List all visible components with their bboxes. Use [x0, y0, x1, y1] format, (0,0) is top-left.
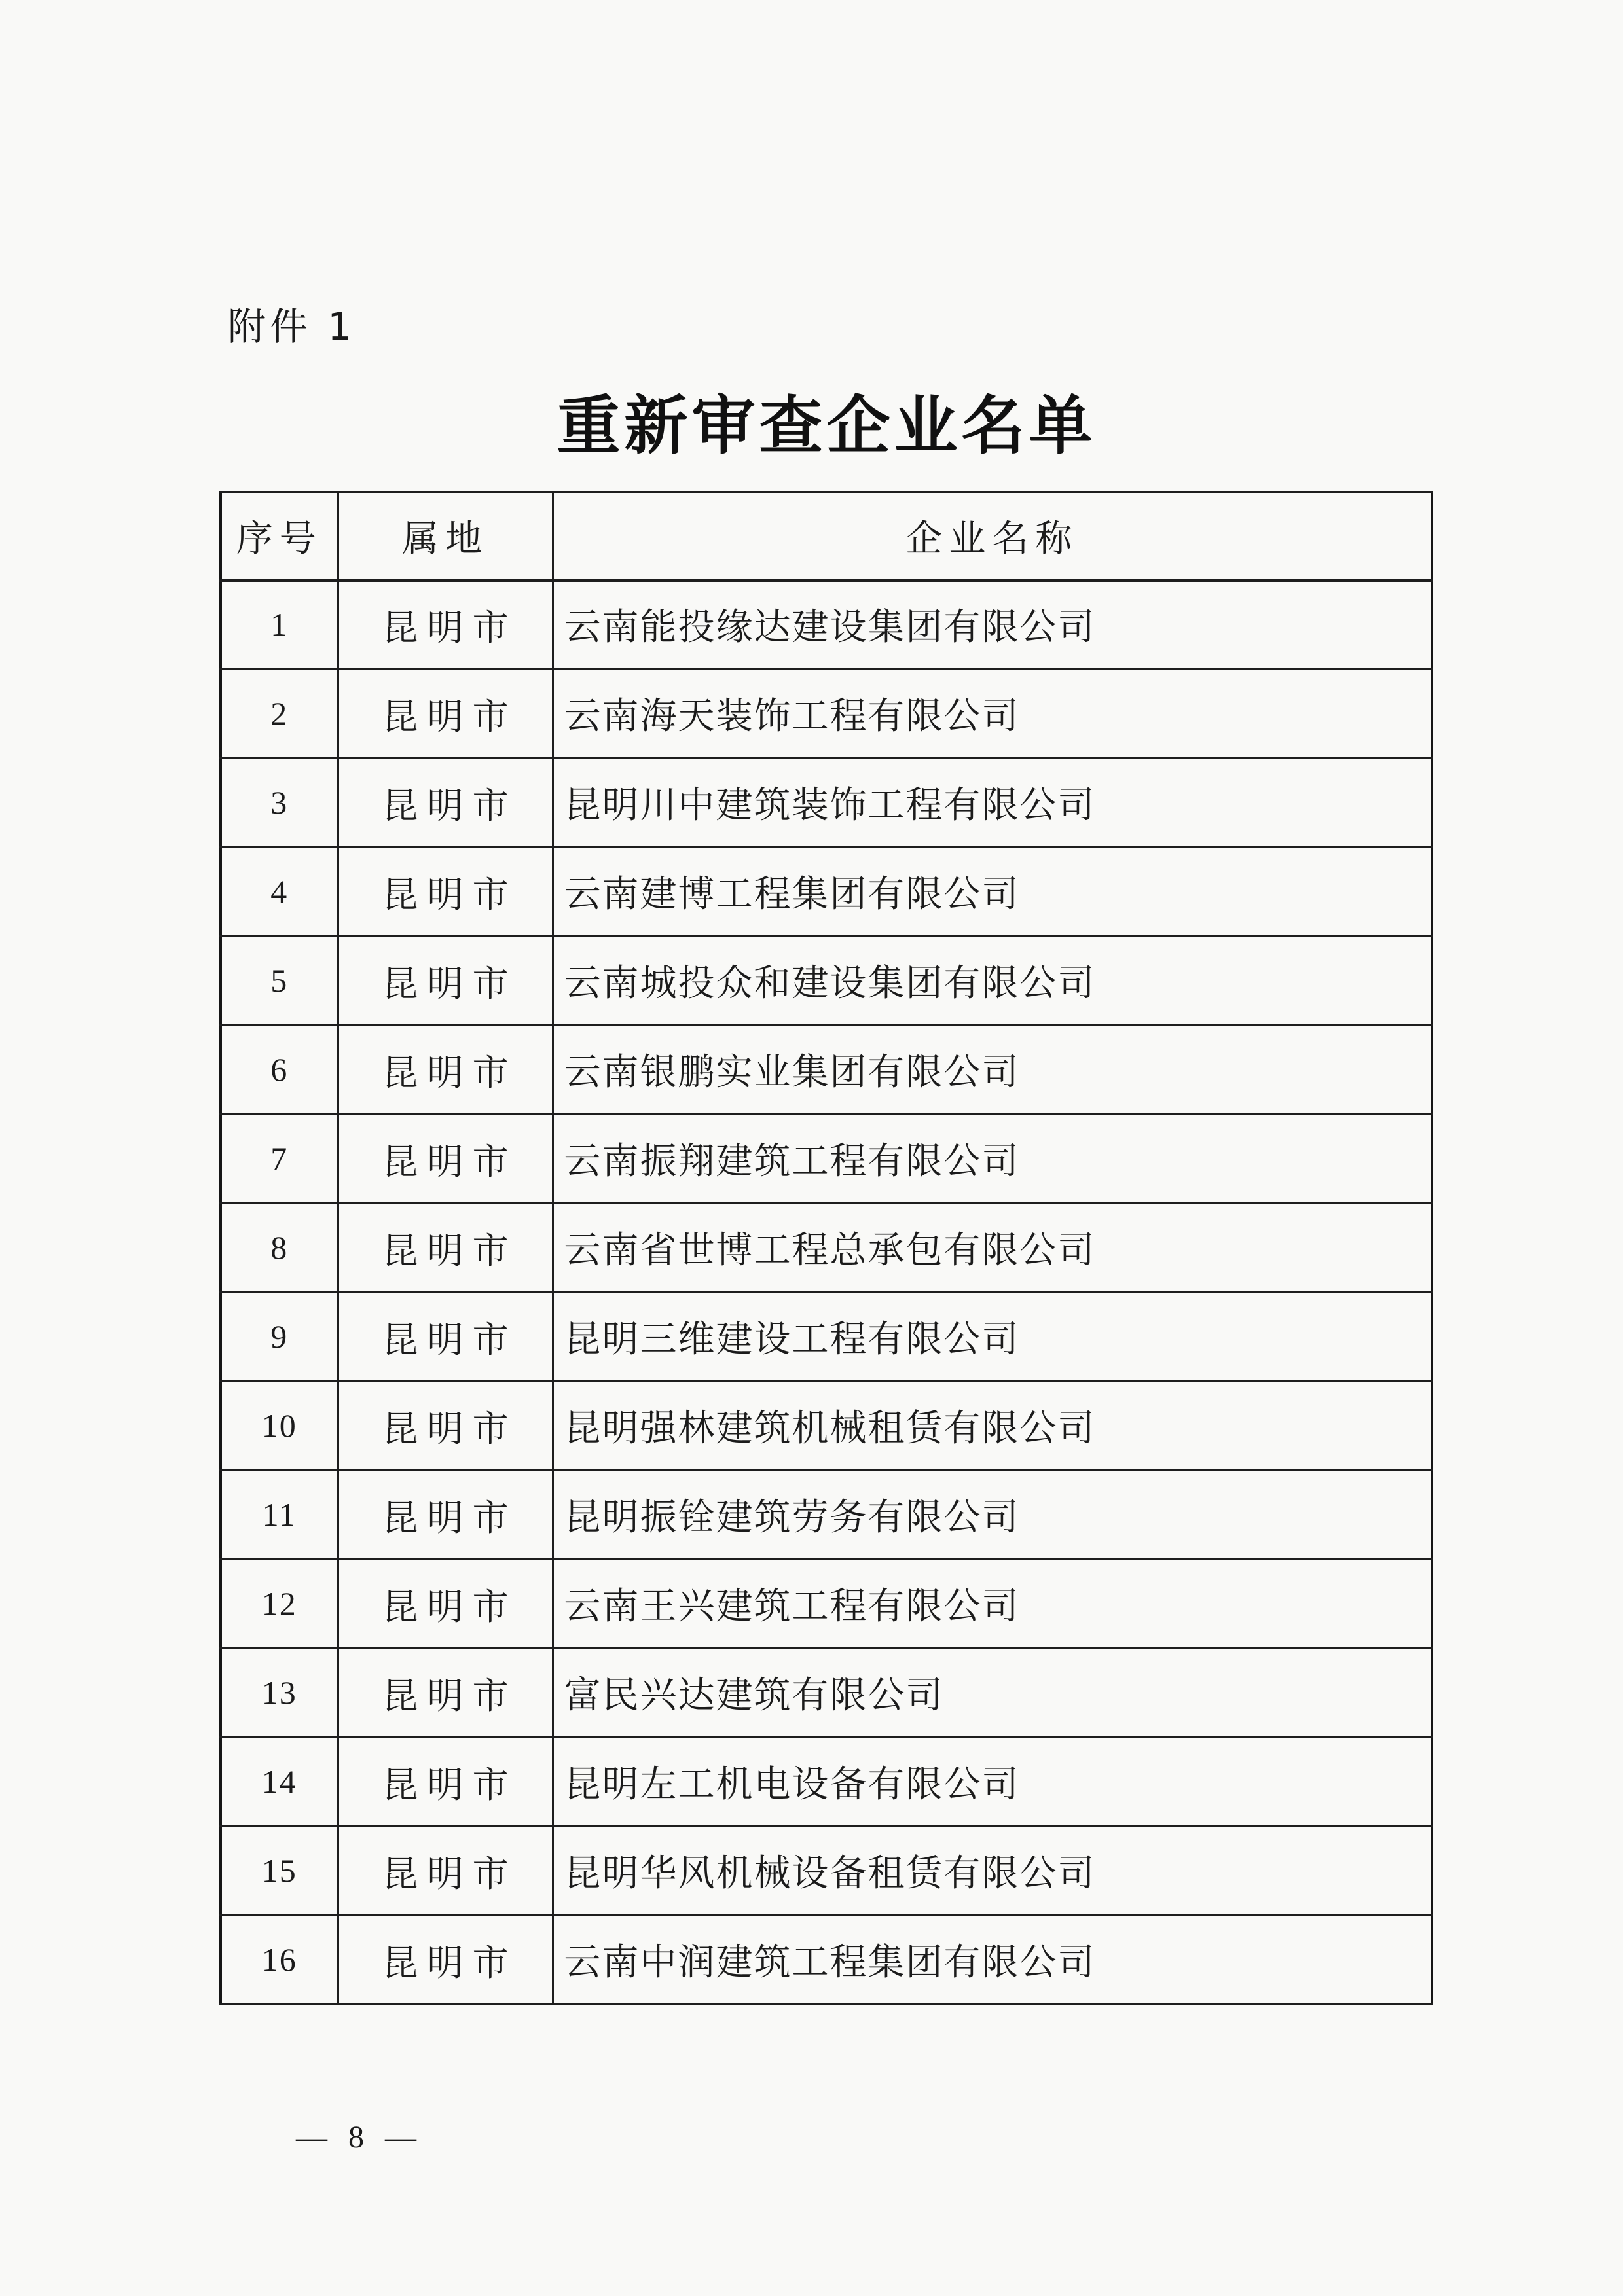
- table-row: [221, 1025, 1432, 1114]
- serial-cell: 14: [221, 1737, 338, 1826]
- table-row: [221, 1292, 1432, 1381]
- table-row: [221, 1381, 1432, 1470]
- company-cell: 富民兴达建筑有限公司: [553, 1648, 1432, 1737]
- company-cell: 云南王兴建筑工程有限公司: [553, 1559, 1432, 1648]
- region-cell: 昆明市: [338, 758, 553, 847]
- company-cell: 云南建博工程集团有限公司: [553, 847, 1432, 936]
- table-row: [221, 1114, 1432, 1203]
- table-row: [221, 847, 1432, 936]
- company-cell: 云南中润建筑工程集团有限公司: [553, 1915, 1432, 2004]
- company-cell: 昆明川中建筑装饰工程有限公司: [553, 758, 1432, 847]
- table-row: [221, 1915, 1432, 2004]
- company-cell: 云南海天装饰工程有限公司: [553, 669, 1432, 758]
- company-cell: 云南振翔建筑工程有限公司: [553, 1114, 1432, 1203]
- region-cell: 昆明市: [338, 1025, 553, 1114]
- table-header-row: [221, 492, 1432, 580]
- table-row: [221, 1559, 1432, 1648]
- serial-cell: 9: [221, 1292, 338, 1381]
- serial-cell: 16: [221, 1915, 338, 2004]
- table-row: [221, 669, 1432, 758]
- serial-cell: 3: [221, 758, 338, 847]
- region-cell: 昆明市: [338, 669, 553, 758]
- company-cell: 昆明华风机械设备租赁有限公司: [553, 1826, 1432, 1915]
- company-cell: 云南能投缘达建设集团有限公司: [553, 580, 1432, 669]
- header-serial: 序号: [221, 492, 338, 580]
- table-row: [221, 1470, 1432, 1559]
- serial-cell: 2: [221, 669, 338, 758]
- company-cell: 昆明强林建筑机械租赁有限公司: [553, 1381, 1432, 1470]
- table-row: [221, 1826, 1432, 1915]
- region-cell: 昆明市: [338, 1470, 553, 1559]
- region-cell: 昆明市: [338, 1292, 553, 1381]
- header-company: 企业名称: [553, 492, 1432, 580]
- serial-cell: 7: [221, 1114, 338, 1203]
- serial-cell: 1: [221, 580, 338, 669]
- company-cell: 昆明振铨建筑劳务有限公司: [553, 1470, 1432, 1559]
- serial-cell: 13: [221, 1648, 338, 1737]
- region-cell: 昆明市: [338, 1648, 553, 1737]
- serial-cell: 15: [221, 1826, 338, 1915]
- company-cell: 昆明左工机电设备有限公司: [553, 1737, 1432, 1826]
- region-cell: 昆明市: [338, 1737, 553, 1826]
- serial-cell: 12: [221, 1559, 338, 1648]
- region-cell: 昆明市: [338, 1203, 553, 1292]
- company-cell: 云南省世博工程总承包有限公司: [553, 1203, 1432, 1292]
- serial-cell: 8: [221, 1203, 338, 1292]
- region-cell: 昆明市: [338, 1559, 553, 1648]
- region-cell: 昆明市: [338, 1381, 553, 1470]
- serial-cell: 5: [221, 936, 338, 1025]
- company-cell: 云南银鹏实业集团有限公司: [553, 1025, 1432, 1114]
- table-row: [221, 1203, 1432, 1292]
- page-number: — 8 —: [296, 2120, 423, 2155]
- table-row: [221, 1737, 1432, 1826]
- region-cell: 昆明市: [338, 580, 553, 669]
- table-row: [221, 936, 1432, 1025]
- company-cell: 云南城投众和建设集团有限公司: [553, 936, 1432, 1025]
- region-cell: 昆明市: [338, 847, 553, 936]
- serial-cell: 6: [221, 1025, 338, 1114]
- page-title: 重新审查企业名单: [556, 389, 1097, 463]
- table-row: [221, 1648, 1432, 1737]
- region-cell: 昆明市: [338, 1915, 553, 2004]
- serial-cell: 4: [221, 847, 338, 936]
- attachment-label: 附件 1: [228, 304, 356, 349]
- table-row: [221, 758, 1432, 847]
- enterprise-table: [219, 491, 1433, 2005]
- serial-cell: 11: [221, 1470, 338, 1559]
- region-cell: 昆明市: [338, 936, 553, 1025]
- header-region: 属地: [338, 492, 553, 580]
- region-cell: 昆明市: [338, 1826, 553, 1915]
- table-row: [221, 580, 1432, 669]
- company-cell: 昆明三维建设工程有限公司: [553, 1292, 1432, 1381]
- serial-cell: 10: [221, 1381, 338, 1470]
- region-cell: 昆明市: [338, 1114, 553, 1203]
